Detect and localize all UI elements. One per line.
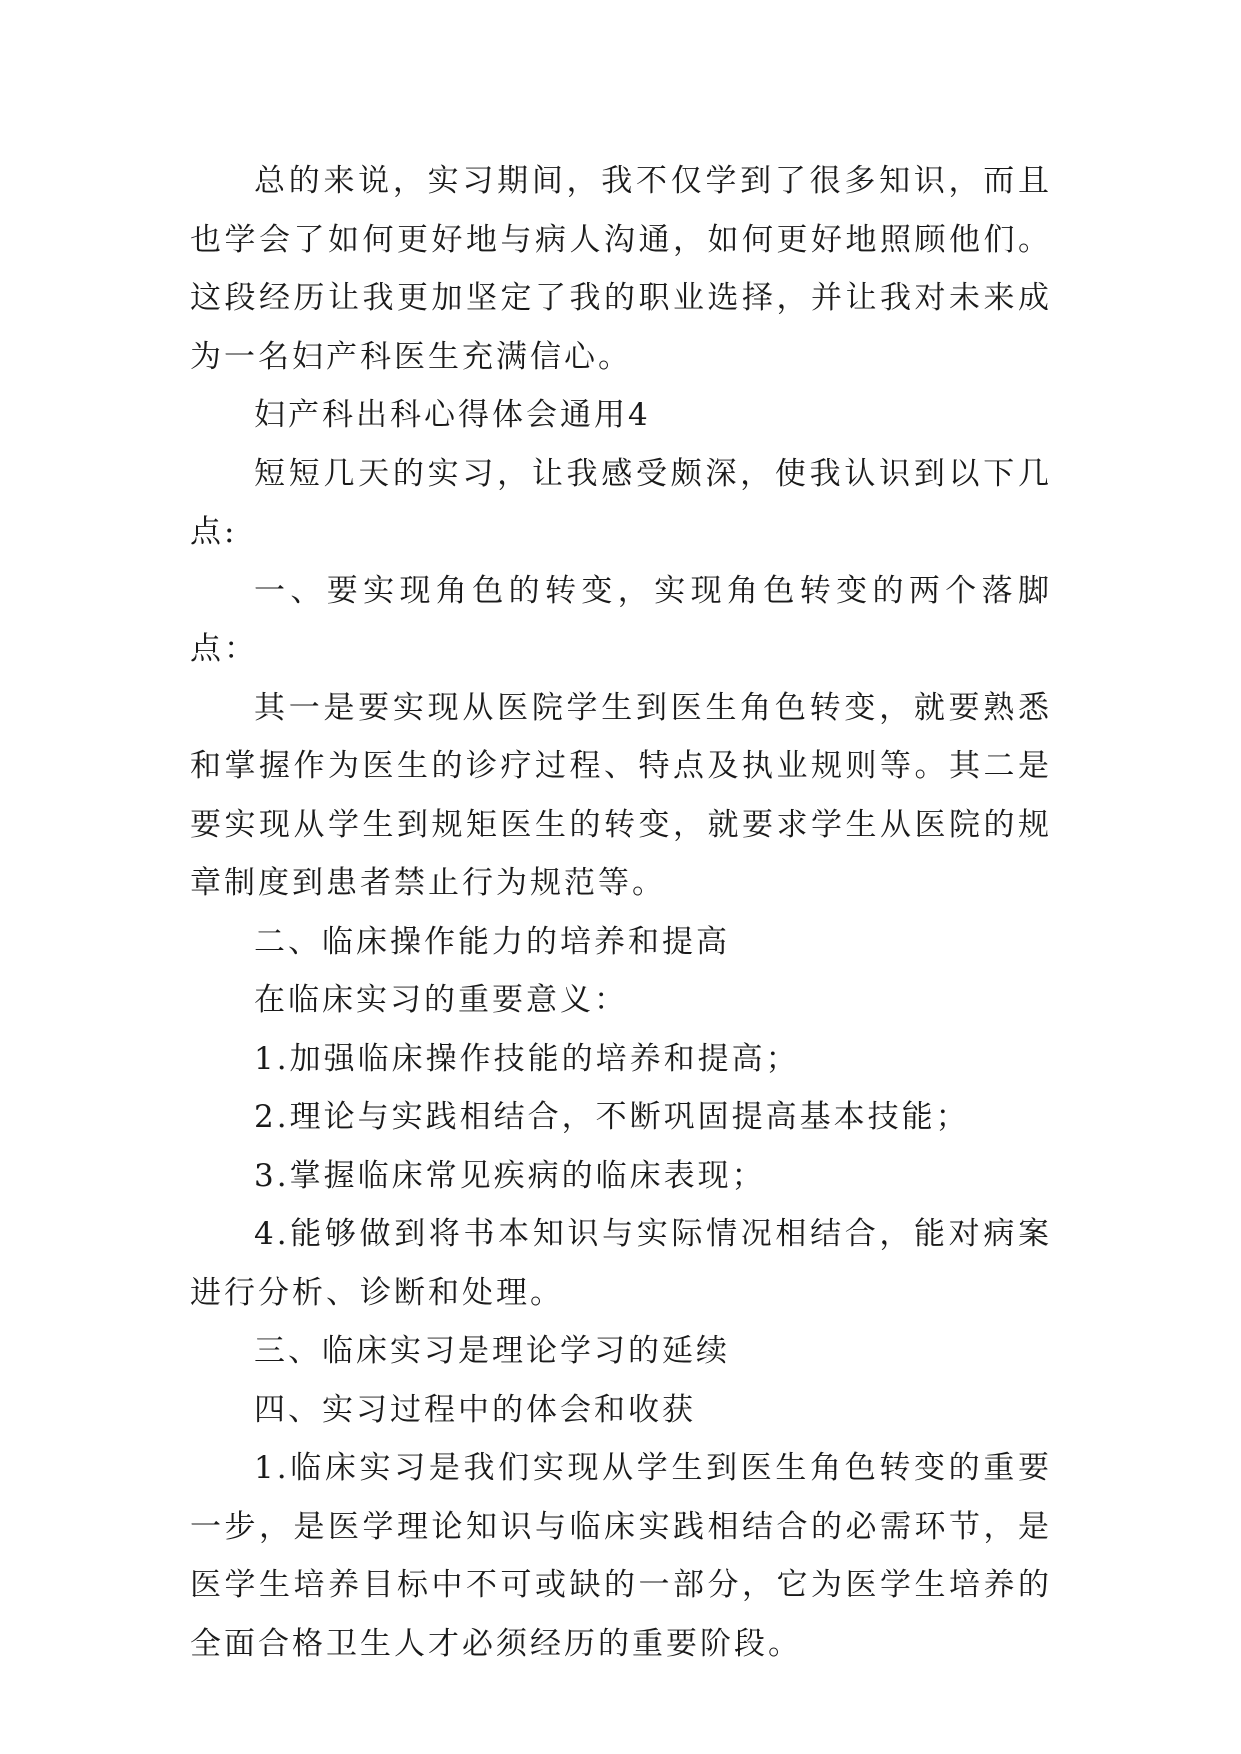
list-item: 4.能够做到将书本知识与实际情况相结合，能对病案进行分析、诊断和处理。 xyxy=(190,1216,1052,1311)
document-body xyxy=(190,152,1052,1673)
paragraph-role-change: 其一是要实现从医院学生到医生角色转变，就要熟悉和掌握作为医生的诊疗过程、特点及执业规则等。其二是要实现从学生到规矩医生的转变，就要求学生从医院的规章制度到患者禁止行为规范等。 xyxy=(190,689,1052,901)
paragraph-significance: 在临床实习的重要意义： xyxy=(254,982,628,1018)
heading-role-change: 一、要实现角色的转变，实现角色转变的两个落脚点： xyxy=(190,572,1052,667)
section-title: 妇产科出科心得体会通用4 xyxy=(254,397,651,433)
heading-clinical-skills: 二、临床操作能力的培养和提高 xyxy=(254,923,730,960)
paragraph-experience: 1.临床实习是我们实现从学生到医生角色转变的重要一步，是医学理论知识与临床实践相结合的必需环节，是医学生培养目标中不可或缺的一部分，它为医学生培养的全面合格卫生人才必须经历的重要阶段。 xyxy=(190,1450,1052,1662)
list-item: 2.理论与实践相结合，不断巩固提高基本技能； xyxy=(254,1099,970,1135)
list-item: 3.掌握临床常见疾病的临床表现； xyxy=(254,1157,766,1194)
list-item: 1.加强临床操作技能的培养和提高； xyxy=(254,1040,800,1077)
heading-experience: 四、实习过程中的体会和收获 xyxy=(254,1391,696,1428)
paragraph-summary: 总的来说，实习期间，我不仅学到了很多知识，而且也学会了如何更好地与病人沟通，如何更好地照顾他们。这段经历让我更加坚定了我的职业选择，并让我对未来成为一名妇产科医生充满信心。 xyxy=(190,163,1052,375)
paragraph-intro: 短短几天的实习，让我感受颇深，使我认识到以下几点: xyxy=(190,455,1052,550)
heading-theory-extension: 三、临床实习是理论学习的延续 xyxy=(254,1333,730,1369)
